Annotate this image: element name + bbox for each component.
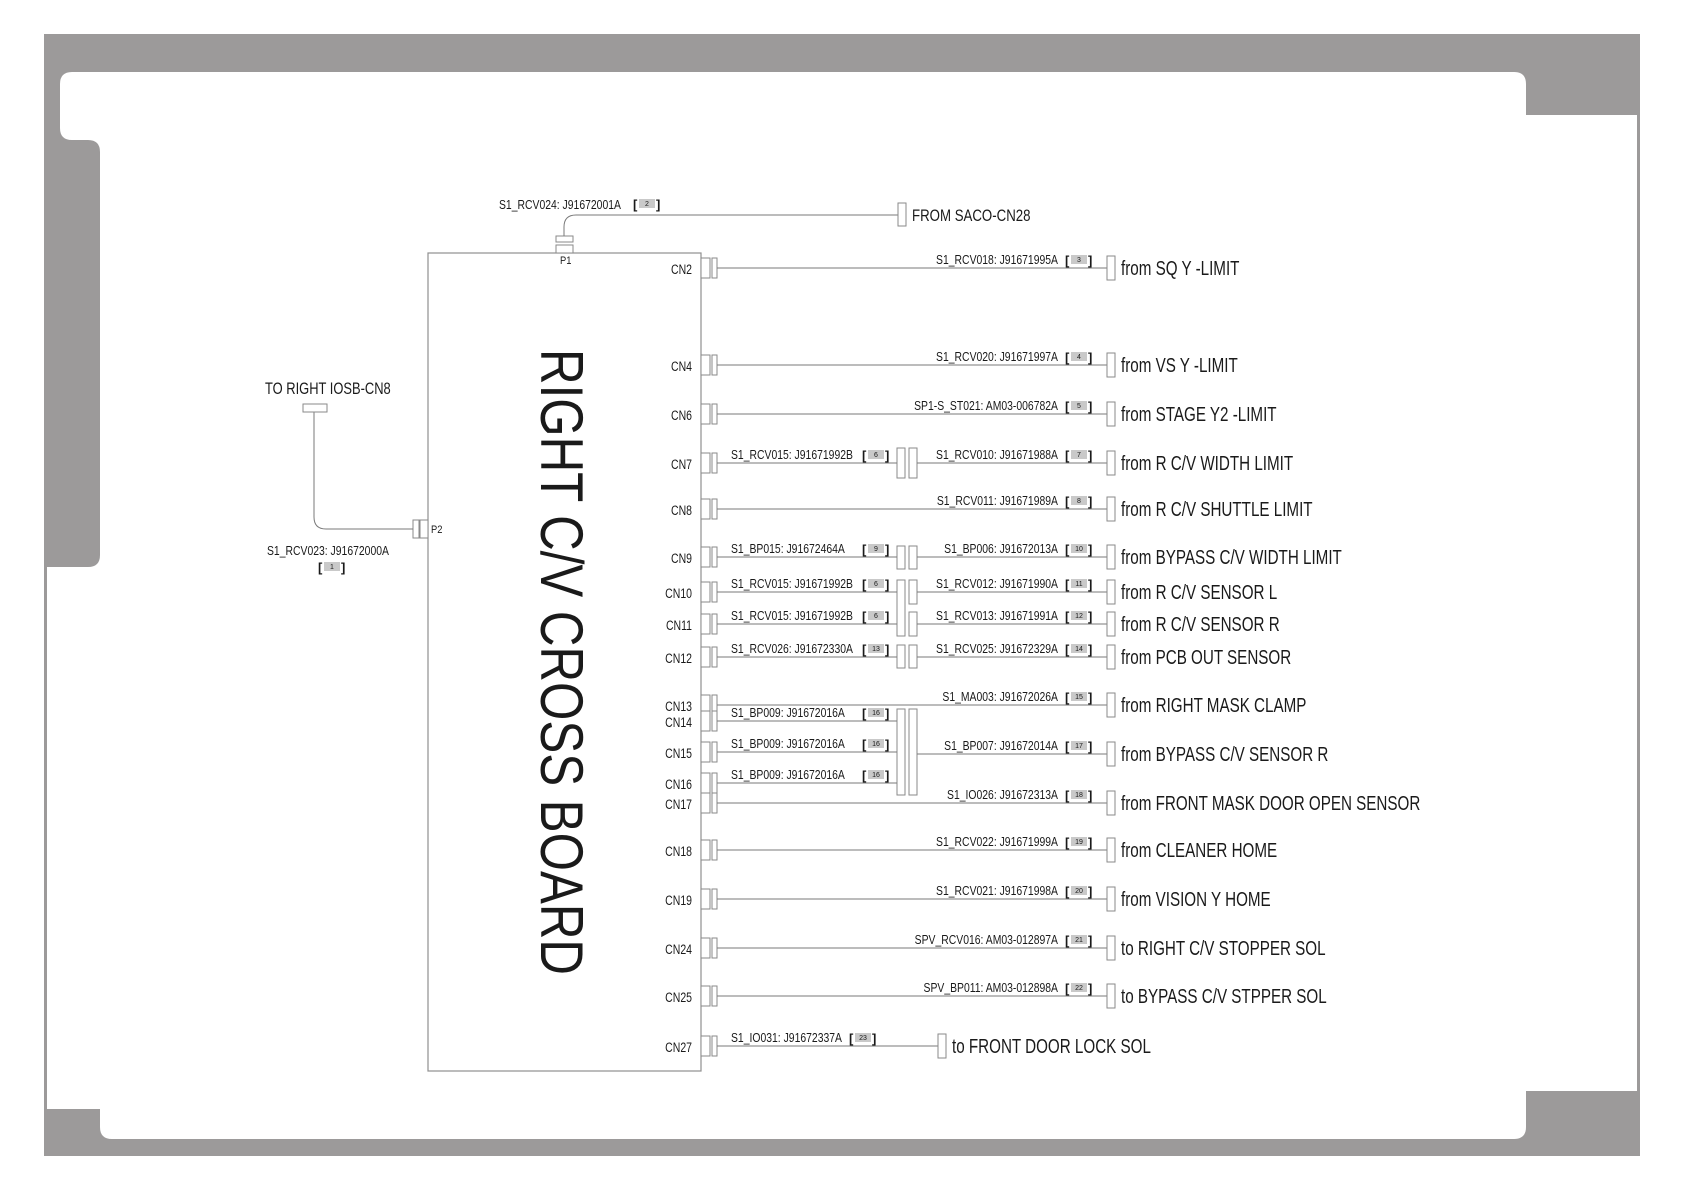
badge-number: 22 (1075, 985, 1083, 992)
inline-connector-icon (897, 448, 905, 478)
badge-bracket-left: [ (1065, 739, 1070, 754)
inline-connector-icon (897, 709, 905, 795)
badge-number: 7 (1077, 452, 1081, 459)
board-connector-icon (712, 1036, 717, 1056)
p1-end-connector-icon (898, 203, 906, 226)
inline-connector-icon (909, 580, 917, 604)
badge-number: 16 (872, 710, 880, 717)
badge-number: 10 (1075, 546, 1083, 553)
inline-connector-icon (897, 580, 905, 636)
badge-bracket-left: [ (1065, 609, 1070, 624)
destination-label: from R C/V SENSOR L (1121, 580, 1278, 604)
board-connector-icon (701, 889, 710, 909)
connector-label-cn24: CN24 (665, 941, 692, 958)
badge-bracket-right: ] (1088, 884, 1093, 899)
destination-label: from FRONT MASK DOOR OPEN SENSOR (1121, 791, 1421, 815)
badge-number: 2 (645, 201, 649, 208)
p2-plug-icon (413, 520, 419, 538)
badge-number: 15 (1075, 694, 1083, 701)
inline-connector-icon (909, 709, 917, 795)
badge-bracket-right: ] (1088, 448, 1093, 463)
destination-label: from RIGHT MASK CLAMP (1121, 693, 1307, 717)
end-connector-icon (938, 1034, 946, 1058)
board-connector-icon (712, 499, 717, 519)
p1-label: P1 (560, 255, 572, 268)
badge-bracket-left: [ (862, 706, 867, 721)
p1-wire-label: S1_RCV024: J91672001A (499, 197, 621, 213)
p2-wire-label: S1_RCV023: J91672000A (267, 543, 389, 559)
connector-label-cn25: CN25 (665, 989, 692, 1006)
destination-label: to FRONT DOOR LOCK SOL (952, 1034, 1151, 1058)
badge-bracket-left: [ (1065, 399, 1070, 414)
badge-bracket-right: ] (885, 706, 890, 721)
wire-label-right: S1_RCV012: J91671990A (936, 576, 1058, 592)
wire-label-left: S1_BP009: J91672016A (731, 736, 845, 752)
board-connector-icon (701, 547, 710, 567)
badge-bracket-right: ] (885, 768, 890, 783)
connector-label-cn19: CN19 (665, 892, 692, 909)
badge-number: 6 (874, 613, 878, 620)
p2-end-connector-icon (303, 404, 327, 412)
inline-connector-icon (909, 448, 917, 478)
badge-bracket-right: ] (1088, 690, 1093, 705)
board-connector-icon (701, 840, 710, 860)
board-connector-icon (701, 938, 710, 958)
board-connector-icon (712, 355, 717, 375)
badge-number: 16 (872, 741, 880, 748)
end-connector-icon (1107, 497, 1115, 521)
badge-bracket-left: [ (1065, 542, 1070, 557)
inline-connector-icon (897, 546, 905, 569)
end-connector-icon (1107, 402, 1115, 426)
page-sheet (47, 72, 1637, 1139)
badge-number: 3 (1077, 257, 1081, 264)
board-connector-icon (701, 453, 710, 473)
p1-socket-icon (556, 245, 573, 253)
connector-label-cn7: CN7 (671, 456, 692, 473)
board-connector-icon (701, 711, 710, 731)
badge-bracket-right: ] (1088, 739, 1093, 754)
wire-label-right: S1_RCV018: J91671995A (936, 252, 1058, 268)
badge-number: 6 (874, 452, 878, 459)
connector-label-cn11: CN11 (665, 617, 692, 634)
wire-label-right: S1_RCV021: J91671998A (936, 883, 1058, 899)
board-connector-icon (701, 647, 710, 667)
wire-label-right: S1_RCV020: J91671997A (936, 349, 1058, 365)
p2-socket-icon (420, 520, 428, 538)
wire-label-right: S1_RCV011: J91671989A (936, 493, 1058, 509)
wire-label-left: S1_RCV026: J91672330A (731, 641, 853, 657)
badge-number: 1 (330, 564, 334, 571)
connector-label-cn2: CN2 (671, 261, 692, 278)
badge-bracket-left: [ (862, 542, 867, 557)
board-connector-icon (701, 404, 710, 424)
badge-bracket-right: ] (1088, 350, 1093, 365)
badge-number: 14 (1075, 646, 1083, 653)
destination-label: from R C/V SENSOR R (1121, 612, 1280, 636)
badge-bracket-right: ] (1088, 788, 1093, 803)
board-connector-icon (701, 355, 710, 375)
board-connector-icon (712, 840, 717, 860)
wire-label-left: S1_RCV015: J91671992B (731, 608, 853, 624)
badge-bracket-right: ] (1088, 494, 1093, 509)
connector-label-cn8: CN8 (671, 502, 692, 519)
connector-label-cn17: CN17 (665, 796, 692, 813)
board-connector-icon (701, 582, 710, 602)
badge-bracket-right: ] (885, 737, 890, 752)
badge-bracket-left: [ (1065, 981, 1070, 996)
connector-label-cn6: CN6 (671, 407, 692, 424)
p2-destination-label: TO RIGHT IOSB-CN8 (265, 379, 391, 399)
board-connector-icon (712, 773, 717, 793)
connector-label-cn9: CN9 (671, 550, 692, 567)
end-connector-icon (1107, 580, 1115, 604)
badge-number: 17 (1075, 743, 1083, 750)
board-connector-icon (712, 793, 717, 813)
destination-label: from VISION Y HOME (1121, 887, 1271, 911)
board-connector-icon (712, 614, 717, 634)
board-connector-icon (701, 986, 710, 1006)
end-connector-icon (1107, 984, 1115, 1008)
wire-label-right: S1_BP006: J91672013A (944, 541, 1058, 557)
p1-destination-label: FROM SACO-CN28 (912, 206, 1031, 226)
board-connector-icon (701, 742, 710, 762)
badge-bracket-right: ] (1088, 981, 1093, 996)
badge-bracket-left: [ (862, 737, 867, 752)
board-connector-icon (712, 547, 717, 567)
connector-label-cn4: CN4 (671, 358, 692, 375)
wire-label-right: S1_RCV013: J91671991A (936, 608, 1058, 624)
board-connector-icon (712, 647, 717, 667)
badge-bracket-left: [ (862, 609, 867, 624)
wire-label-right: S1_RCV010: J91671988A (936, 447, 1058, 463)
badge-bracket-right: ] (1088, 577, 1093, 592)
badge-number: 8 (1077, 498, 1081, 505)
inline-connector-icon (909, 612, 917, 636)
board-connector-icon (701, 614, 710, 634)
destination-label: from CLEANER HOME (1121, 838, 1278, 862)
wire-label-left: S1_BP009: J91672016A (731, 767, 845, 783)
badge-bracket-left: [ (862, 448, 867, 463)
end-connector-icon (1107, 742, 1115, 766)
connector-label-cn13: CN13 (665, 698, 692, 715)
wire-label-right: S1_IO026: J91672313A (947, 787, 1058, 803)
badge-bracket-right: ] (872, 1031, 877, 1046)
badge-bracket-right: ] (1088, 542, 1093, 557)
badge-number: 4 (1077, 354, 1081, 361)
wire-label-right: S1_BP007: J91672014A (944, 738, 1058, 754)
badge-number: 19 (1075, 839, 1083, 846)
inline-connector-icon (909, 645, 917, 668)
badge-bracket-right: ] (885, 577, 890, 592)
destination-label: from R C/V SHUTTLE LIMIT (1121, 497, 1313, 521)
badge-bracket-right: ] (1088, 399, 1093, 414)
board-connector-icon (712, 711, 717, 731)
badge-number: 23 (859, 1035, 867, 1042)
p1-plug-icon (556, 236, 573, 242)
badge-bracket-right: ] (341, 560, 346, 575)
badge-number: 12 (1075, 613, 1083, 620)
wire-label-right: S1_MA003: J91672026A (942, 689, 1058, 705)
badge-number: 6 (874, 581, 878, 588)
badge-number: 18 (1075, 792, 1083, 799)
badge-bracket-right: ] (1088, 253, 1093, 268)
badge-bracket-right: ] (885, 448, 890, 463)
destination-label: from R C/V WIDTH LIMIT (1121, 451, 1294, 475)
badge-number: 9 (874, 546, 878, 553)
board-connector-icon (712, 258, 717, 278)
wire-label-left: S1_RCV015: J91671992B (731, 447, 853, 463)
destination-label: from BYPASS C/V WIDTH LIMIT (1121, 545, 1342, 569)
destination-label: from VS Y -LIMIT (1121, 353, 1238, 377)
badge-number: 13 (872, 646, 880, 653)
wire-label-left: S1_BP009: J91672016A (731, 705, 845, 721)
connector-label-cn27: CN27 (665, 1039, 692, 1056)
connector-label-cn16: CN16 (665, 776, 692, 793)
board-connector-icon (712, 404, 717, 424)
end-connector-icon (1107, 887, 1115, 911)
board-connector-icon (701, 1036, 710, 1056)
connector-label-cn12: CN12 (665, 650, 692, 667)
badge-bracket-left: [ (1065, 350, 1070, 365)
end-connector-icon (1107, 353, 1115, 377)
badge-bracket-right: ] (1088, 933, 1093, 948)
badge-bracket-right: ] (1088, 609, 1093, 624)
p2-label: P2 (431, 524, 443, 537)
wire-label-left: S1_BP015: J91672464A (731, 541, 845, 557)
inline-connector-icon (897, 645, 905, 668)
board-title: RIGHT C/V CROSS BOARD (528, 349, 595, 1112)
end-connector-icon (1107, 838, 1115, 862)
badge-bracket-left: [ (633, 197, 638, 212)
badge-bracket-left: [ (1065, 577, 1070, 592)
destination-label: to RIGHT C/V STOPPER SOL (1121, 936, 1326, 960)
badge-bracket-left: [ (1065, 448, 1070, 463)
board-connector-icon (712, 986, 717, 1006)
end-connector-icon (1107, 545, 1115, 569)
board-connector-icon (712, 742, 717, 762)
badge-number: 21 (1075, 937, 1083, 944)
end-connector-icon (1107, 936, 1115, 960)
board-connector-icon (701, 499, 710, 519)
badge-bracket-left: [ (1065, 884, 1070, 899)
badge-number: 11 (1075, 581, 1083, 588)
badge-bracket-left: [ (862, 642, 867, 657)
wire-label-right: S1_RCV025: J91672329A (936, 641, 1058, 657)
wire-label-right: SP1-S_ST021: AM03-006782A (914, 398, 1058, 414)
destination-label: from STAGE Y2 -LIMIT (1121, 402, 1277, 426)
badge-bracket-left: [ (1065, 690, 1070, 705)
board-connector-icon (701, 258, 710, 278)
wire-label-right: S1_RCV022: J91671999A (936, 834, 1058, 850)
end-connector-icon (1107, 256, 1115, 280)
badge-bracket-left: [ (862, 768, 867, 783)
wire-label-left: S1_RCV015: J91671992B (731, 576, 853, 592)
connector-label-cn15: CN15 (665, 745, 692, 762)
board-connector-icon (701, 773, 710, 793)
board-connector-icon (712, 582, 717, 602)
wire-label-left: S1_IO031: J91672337A (731, 1030, 842, 1046)
end-connector-icon (1107, 612, 1115, 636)
badge-bracket-right: ] (885, 609, 890, 624)
badge-number: 16 (872, 772, 880, 779)
badge-bracket-left: [ (862, 577, 867, 592)
board-connector-icon (701, 793, 710, 813)
destination-label: from SQ Y -LIMIT (1121, 256, 1240, 280)
destination-label: from BYPASS C/V SENSOR R (1121, 742, 1329, 766)
end-connector-icon (1107, 645, 1115, 669)
badge-number: 20 (1075, 888, 1083, 895)
badge-bracket-right: ] (885, 642, 890, 657)
badge-bracket-right: ] (1088, 642, 1093, 657)
board-connector-icon (712, 938, 717, 958)
badge-bracket-left: [ (1065, 494, 1070, 509)
badge-bracket-right: ] (885, 542, 890, 557)
badge-number: 5 (1077, 403, 1081, 410)
connector-label-cn14: CN14 (665, 714, 692, 731)
board-connector-icon (712, 889, 717, 909)
inline-connector-icon (909, 546, 917, 569)
end-connector-icon (1107, 693, 1115, 717)
badge-bracket-left: [ (1065, 835, 1070, 850)
connector-label-cn10: CN10 (665, 585, 692, 602)
connector-label-cn18: CN18 (665, 843, 692, 860)
wire-label-right: SPV_RCV016: AM03-012897A (914, 932, 1058, 948)
end-connector-icon (1107, 451, 1115, 475)
destination-label: to BYPASS C/V STPPER SOL (1121, 984, 1327, 1008)
badge-bracket-left: [ (849, 1031, 854, 1046)
badge-bracket-right: ] (1088, 835, 1093, 850)
badge-bracket-left: [ (1065, 642, 1070, 657)
destination-label: from PCB OUT SENSOR (1121, 645, 1292, 669)
badge-bracket-left: [ (1065, 933, 1070, 948)
badge-bracket-left: [ (318, 560, 323, 575)
end-connector-icon (1107, 791, 1115, 815)
badge-bracket-left: [ (1065, 788, 1070, 803)
wire-label-right: SPV_BP011: AM03-012898A (923, 980, 1058, 996)
badge-bracket-right: ] (656, 197, 661, 212)
badge-bracket-left: [ (1065, 253, 1070, 268)
board-connector-icon (712, 453, 717, 473)
